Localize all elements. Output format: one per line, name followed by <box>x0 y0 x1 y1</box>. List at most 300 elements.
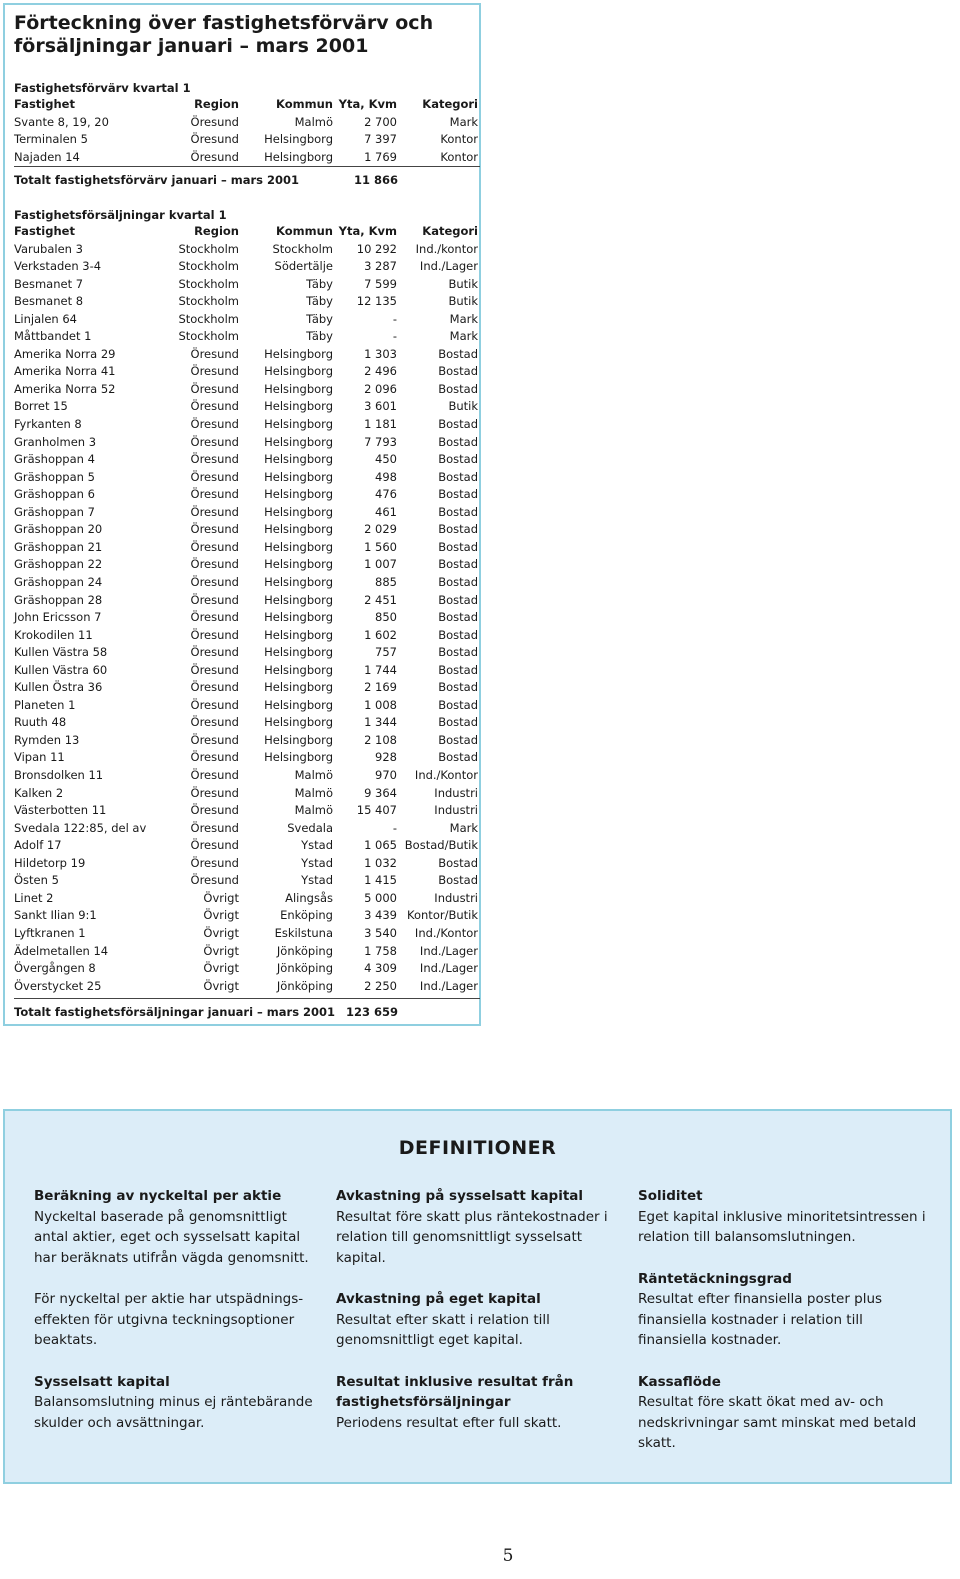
cell-kategori: Bostad <box>438 750 478 765</box>
cell-region: Öresund <box>190 504 239 519</box>
cell-kategori: Bostad <box>438 697 478 712</box>
table-row <box>14 855 479 873</box>
cell-fastighet: Najaden 14 <box>14 149 80 164</box>
table-row <box>14 276 479 294</box>
cell-fastighet: Ädelmetallen 14 <box>14 943 109 958</box>
cell-yta: 1 008 <box>364 697 397 712</box>
cell-region: Öresund <box>190 662 239 677</box>
cell-kommun: Helsingborg <box>264 149 333 164</box>
cell-kommun: Helsingborg <box>264 132 333 147</box>
sales-total-label: Totalt fastighetsförsäljningar januari – mars 2001 <box>14 1005 336 1020</box>
definitions-column-2 <box>336 1186 626 1454</box>
cell-region: Övrigt <box>203 908 239 923</box>
cell-region: Stockholm <box>178 311 239 326</box>
cell-kommun: Malmö <box>294 803 333 818</box>
table-row <box>14 943 479 961</box>
cell-kategori: Bostad <box>438 452 478 467</box>
cell-yta: 1 181 <box>364 417 397 431</box>
cell-region: Öresund <box>190 750 239 765</box>
definition-heading: Avkastning på eget kapital <box>336 1291 541 1307</box>
cell-region: Öresund <box>190 149 239 164</box>
definition-item <box>638 1186 928 1248</box>
cell-kommun: Helsingborg <box>264 417 333 431</box>
cell-yta: 2 096 <box>364 381 397 396</box>
cell-kategori: Ind./Lager <box>419 961 478 976</box>
cell-fastighet: Amerika Norra 41 <box>14 364 116 379</box>
cell-region: Öresund <box>190 785 239 800</box>
cell-region: Öresund <box>190 855 239 870</box>
cell-kategori: Bostad <box>438 522 478 537</box>
cell-fastighet: Svedala 122:85, del av <box>14 820 147 835</box>
cell-fastighet: Amerika Norra 29 <box>14 346 116 361</box>
cell-yta: 9 364 <box>364 785 397 800</box>
cell-kategori: Bostad <box>438 504 478 519</box>
cell-kategori: Bostad <box>438 662 478 677</box>
cell-fastighet: John Ericsson 7 <box>14 610 102 625</box>
cell-kommun: Helsingborg <box>264 715 333 730</box>
cell-region: Öresund <box>190 114 239 129</box>
cell-yta: 1 415 <box>364 873 397 888</box>
cell-region: Öresund <box>190 715 239 730</box>
cell-kategori: Bostad <box>438 557 478 572</box>
sales-header-row <box>14 223 479 241</box>
cell-yta: 7 397 <box>364 132 397 147</box>
cell-region: Öresund <box>190 381 239 396</box>
cell-fastighet: Linet 2 <box>14 890 54 905</box>
cell-region: Öresund <box>190 592 239 607</box>
table-row <box>14 486 479 504</box>
cell-fastighet: Gräshoppan 20 <box>14 522 103 537</box>
cell-kategori: Ind./Lager <box>419 259 478 274</box>
cell-kategori: Mark <box>449 329 478 344</box>
cell-kategori: Ind./kontor <box>415 241 478 256</box>
cell-kategori: Bostad <box>438 574 478 589</box>
cell-fastighet: Bronsdolken 11 <box>14 768 104 782</box>
definition-text: Resultat före skatt ökat med av- och nedskrivningar samt minskat med betald skatt. <box>638 1394 917 1451</box>
cell-kommun: Helsingborg <box>264 504 333 519</box>
definition-text: Periodens resultat efter full skatt. <box>336 1414 562 1431</box>
acquisitions-section-title: Fastighetsförvärv kvartal 1 <box>14 81 191 95</box>
cell-kategori: Butik <box>448 276 478 291</box>
cell-kommun: Enköping <box>280 908 333 923</box>
cell-fastighet: Planeten 1 <box>14 697 76 712</box>
cell-yta: 2 700 <box>364 114 397 129</box>
cell-yta: 2 108 <box>364 732 397 747</box>
definition-heading: Avkastning på sysselsatt kapital <box>336 1188 584 1204</box>
acquisitions-header-row <box>14 96 479 114</box>
cell-region: Öresund <box>190 452 239 467</box>
cell-fastighet: Besmanet 8 <box>14 294 84 309</box>
cell-fastighet: Gräshoppan 6 <box>14 487 95 502</box>
cell-kommun: Ystad <box>301 855 333 870</box>
cell-region: Öresund <box>190 417 239 431</box>
sales-divider <box>14 998 480 999</box>
cell-fastighet: Vipan 11 <box>14 750 65 765</box>
cell-region: Öresund <box>190 522 239 537</box>
table-row <box>14 556 479 574</box>
cell-region: Öresund <box>190 399 239 414</box>
table-row <box>14 328 479 346</box>
cell-region: Övrigt <box>203 943 239 958</box>
cell-region: Öresund <box>190 697 239 712</box>
cell-kategori: Bostad <box>438 592 478 607</box>
cell-region: Öresund <box>190 820 239 835</box>
definition-heading: Sysselsatt kapital <box>34 1373 170 1390</box>
cell-yta: 3 439 <box>364 908 397 923</box>
cell-kommun: Helsingborg <box>264 399 333 414</box>
col-header-kommun: Kommun <box>276 224 333 238</box>
cell-kategori: Industri <box>434 890 478 905</box>
cell-kategori: Bostad <box>438 364 478 379</box>
cell-region: Övrigt <box>203 925 239 940</box>
cell-kommun: Helsingborg <box>264 557 333 572</box>
cell-region: Öresund <box>190 364 239 379</box>
cell-fastighet: Amerika Norra 52 <box>14 381 116 396</box>
table-row <box>14 504 479 522</box>
cell-fastighet: Kullen Västra 58 <box>14 645 108 660</box>
cell-kategori: Bostad/Butik <box>404 838 478 853</box>
definition-text: Resultat efter finansiella poster plus finansiella kostnader i relation till finansiella kostnader. <box>638 1291 883 1348</box>
cell-yta: 3 287 <box>364 259 397 274</box>
cell-region: Stockholm <box>178 294 239 309</box>
col-header-region: Region <box>194 224 239 238</box>
table-row <box>14 416 479 434</box>
cell-kommun: Svedala <box>287 820 333 835</box>
cell-kategori: Bostad <box>438 715 478 730</box>
cell-yta: 450 <box>375 452 397 467</box>
cell-yta: 928 <box>375 750 397 765</box>
cell-fastighet: Gräshoppan 4 <box>14 452 95 467</box>
cell-fastighet: Överstycket 25 <box>14 978 102 993</box>
col-header-fastighet: Fastighet <box>14 97 75 111</box>
cell-kommun: Täby <box>306 276 333 291</box>
definition-text: Nyckeltal baserade på genomsnittligt antal aktier, eget och sysselsatt kapital har beräknats utifrån vägda genomsnitt. <box>34 1208 309 1266</box>
cell-fastighet: Gräshoppan 22 <box>14 557 103 572</box>
cell-kommun: Helsingborg <box>264 750 333 765</box>
table-row <box>14 732 479 750</box>
cell-region: Öresund <box>190 557 239 572</box>
definition-heading: Kassaflöde <box>638 1373 721 1390</box>
cell-yta: 4 309 <box>364 961 397 976</box>
cell-region: Öresund <box>190 768 239 782</box>
sales-section-title: Fastighetsförsäljningar kvartal 1 <box>14 208 227 222</box>
table-row <box>14 925 479 943</box>
cell-kategori: Butik <box>448 294 478 309</box>
definition-item <box>34 1372 324 1434</box>
cell-region: Öresund <box>190 539 239 554</box>
table-row <box>14 960 479 978</box>
cell-yta: 2 250 <box>364 978 397 993</box>
table-row <box>14 241 479 259</box>
table-row <box>14 149 479 167</box>
definition-item <box>336 1289 626 1351</box>
cell-kategori: Ind./Lager <box>419 943 478 958</box>
cell-fastighet: Gräshoppan 7 <box>14 504 95 519</box>
col-header-kategori: Kategori <box>422 224 478 238</box>
col-header-region: Region <box>194 97 239 111</box>
cell-yta: 476 <box>375 487 397 502</box>
definition-text: Resultat efter skatt i relation till genomsnittligt eget kapital. <box>336 1311 550 1348</box>
cell-fastighet: Gräshoppan 21 <box>14 539 103 554</box>
cell-kategori: Bostad <box>438 873 478 888</box>
cell-fastighet: Kalken 2 <box>14 785 64 800</box>
cell-kategori: Ind./Lager <box>419 978 478 993</box>
cell-fastighet: Borret 15 <box>14 399 68 414</box>
definition-item <box>34 1186 324 1268</box>
cell-kategori: Mark <box>449 311 478 326</box>
cell-yta: 10 292 <box>356 241 397 256</box>
cell-fastighet: Verkstaden 3-4 <box>14 259 102 274</box>
cell-kategori: Kontor/Butik <box>407 908 478 923</box>
table-row <box>14 679 479 697</box>
table-row <box>14 749 479 767</box>
cell-kommun: Helsingborg <box>264 364 333 379</box>
cell-kommun: Helsingborg <box>264 680 333 695</box>
table-row <box>14 872 479 890</box>
cell-kommun: Jönköping <box>276 943 333 958</box>
cell-kommun: Helsingborg <box>264 452 333 467</box>
cell-kommun: Jönköping <box>276 978 333 993</box>
cell-fastighet: Varubalen 3 <box>14 241 83 256</box>
cell-kommun: Helsingborg <box>264 627 333 642</box>
cell-yta: 12 135 <box>356 294 397 309</box>
cell-kommun: Jönköping <box>276 961 333 976</box>
definition-text: Balansomslutning minus ej räntebärande skulder och avsättningar. <box>34 1394 313 1431</box>
cell-region: Öresund <box>190 469 239 484</box>
cell-kommun: Helsingborg <box>264 539 333 554</box>
cell-region: Stockholm <box>178 276 239 291</box>
title-line-1: Förteckning över fastighetsförvärv och <box>14 12 434 34</box>
cell-yta: 3 540 <box>364 925 397 940</box>
cell-kategori: Bostad <box>438 645 478 660</box>
table-row <box>14 293 479 311</box>
cell-fastighet: Ruuth 48 <box>14 715 67 730</box>
cell-yta: 498 <box>375 469 397 484</box>
cell-kommun: Helsingborg <box>264 574 333 589</box>
acquisitions-total-value: 11 866 <box>353 173 398 187</box>
definition-item <box>638 1269 928 1351</box>
cell-yta: 5 000 <box>364 890 397 905</box>
cell-yta: - <box>392 820 397 835</box>
cell-kommun: Helsingborg <box>264 522 333 537</box>
cell-fastighet: Västerbotten 11 <box>14 803 107 818</box>
definitions-box <box>3 1109 952 1484</box>
cell-kommun: Alingsås <box>285 890 333 905</box>
cell-yta: 461 <box>375 504 397 519</box>
cell-yta: 1 303 <box>364 346 397 361</box>
cell-kategori: Bostad <box>438 732 478 747</box>
cell-fastighet: Hildetorp 19 <box>14 855 86 870</box>
table-row <box>14 114 479 132</box>
cell-kategori: Butik <box>448 399 478 414</box>
table-row <box>14 644 479 662</box>
cell-yta: 3 601 <box>364 399 397 414</box>
cell-kategori: Bostad <box>438 434 478 449</box>
cell-kommun: Helsingborg <box>264 662 333 677</box>
definitions-column-1 <box>34 1186 324 1454</box>
table-row <box>14 907 479 925</box>
cell-kommun: Helsingborg <box>264 645 333 660</box>
cell-yta: 1 769 <box>364 149 397 164</box>
cell-kategori: Ind./Kontor <box>414 768 478 782</box>
cell-region: Öresund <box>190 803 239 818</box>
cell-kommun: Ystad <box>301 873 333 888</box>
page-title <box>14 12 433 58</box>
cell-kategori: Ind./Kontor <box>414 925 478 940</box>
cell-kategori: Bostad <box>438 855 478 870</box>
cell-region: Öresund <box>190 645 239 660</box>
table-row <box>14 767 479 785</box>
table-row <box>14 258 479 276</box>
cell-yta: 1 344 <box>364 715 397 730</box>
cell-yta: 2 496 <box>364 364 397 379</box>
cell-kommun: Helsingborg <box>264 732 333 747</box>
cell-yta: 1 758 <box>364 943 397 958</box>
table-row <box>14 785 479 803</box>
cell-yta: 1 560 <box>364 539 397 554</box>
cell-kategori: Bostad <box>438 487 478 502</box>
cell-fastighet: Granholmen 3 <box>14 434 97 449</box>
cell-kategori: Bostad <box>438 381 478 396</box>
definition-heading: Resultat inklusive resultat från fastighetsförsäljningar <box>336 1373 574 1410</box>
cell-kategori: Kontor <box>440 149 478 164</box>
table-row <box>14 837 479 855</box>
cell-yta: 1 032 <box>364 855 397 870</box>
cell-region: Stockholm <box>178 259 239 274</box>
cell-fastighet: Terminalen 5 <box>14 132 88 147</box>
cell-yta: 757 <box>375 645 397 660</box>
cell-fastighet: Övergången 8 <box>14 961 96 976</box>
cell-fastighet: Gräshoppan 5 <box>14 469 95 484</box>
cell-kommun: Ystad <box>301 838 333 853</box>
cell-yta: - <box>392 311 397 326</box>
table-row <box>14 521 479 539</box>
cell-yta: 7 599 <box>364 276 397 291</box>
cell-region: Öresund <box>190 838 239 853</box>
table-row <box>14 311 479 329</box>
table-row <box>14 346 479 364</box>
cell-fastighet: Adolf 17 <box>14 838 62 853</box>
cell-fastighet: Gräshoppan 28 <box>14 592 103 607</box>
definition-text: För nyckeltal per aktie har utspädnings-effekten för utgivna teckningsoptioner beaktats. <box>34 1291 304 1348</box>
cell-fastighet: Svante 8, 19, 20 <box>14 114 109 129</box>
cell-kategori: Bostad <box>438 417 478 431</box>
title-line-2: försäljningar januari – mars 2001 <box>14 35 369 57</box>
table-row <box>14 714 479 732</box>
table-row <box>14 697 479 715</box>
cell-region: Öresund <box>190 132 239 147</box>
cell-region: Öresund <box>190 434 239 449</box>
cell-kommun: Helsingborg <box>264 381 333 396</box>
cell-fastighet: Linjalen 64 <box>14 311 77 326</box>
cell-kategori: Industri <box>434 785 478 800</box>
cell-fastighet: Kullen Östra 36 <box>14 680 103 695</box>
cell-yta: 1 744 <box>364 662 397 677</box>
acquisitions-divider <box>14 166 480 167</box>
acquisitions-total-label: Totalt fastighetsförvärv januari – mars 2001 <box>14 173 300 187</box>
table-row <box>14 469 479 487</box>
definitions-title: DEFINITIONER <box>398 1137 557 1159</box>
table-row <box>14 609 479 627</box>
col-header-kommun: Kommun <box>276 97 333 111</box>
cell-fastighet: Rymden 13 <box>14 732 80 747</box>
cell-kommun: Täby <box>306 329 333 344</box>
col-header-fastighet: Fastighet <box>14 224 75 238</box>
cell-region: Stockholm <box>178 241 239 256</box>
cell-kommun: Helsingborg <box>264 697 333 712</box>
cell-fastighet: Östen 5 <box>14 873 59 888</box>
table-row <box>14 574 479 592</box>
definition-item <box>638 1372 928 1454</box>
definition-text: Resultat före skatt plus räntekostnader i relation till genomsnittligt sysselsatt kapital. <box>336 1208 608 1266</box>
cell-fastighet: Besmanet 7 <box>14 276 84 291</box>
cell-yta: 1 065 <box>364 838 397 853</box>
definition-text: Eget kapital inklusive minoritetsintressen i relation till balansomslutningen. <box>638 1208 926 1245</box>
cell-yta: 885 <box>375 574 397 589</box>
definition-heading: Beräkning av nyckeltal per aktie <box>34 1188 282 1204</box>
cell-region: Övrigt <box>203 978 239 993</box>
cell-region: Öresund <box>190 680 239 695</box>
table-row <box>14 802 479 820</box>
cell-yta: - <box>392 329 397 344</box>
definition-item <box>336 1186 626 1268</box>
cell-kategori: Kontor <box>440 132 478 147</box>
cell-kommun: Helsingborg <box>264 434 333 449</box>
cell-kommun: Malmö <box>294 768 333 782</box>
page-number: 5 <box>502 1546 514 1566</box>
definition-item <box>336 1372 626 1434</box>
cell-region: Öresund <box>190 487 239 502</box>
cell-kategori: Bostad <box>438 469 478 484</box>
cell-fastighet: Fyrkanten 8 <box>14 417 82 431</box>
cell-kategori: Bostad <box>438 610 478 625</box>
cell-kategori: Mark <box>449 114 478 129</box>
cell-yta: 2 169 <box>364 680 397 695</box>
cell-kommun: Malmö <box>294 785 333 800</box>
definition-heading: Räntetäckningsgrad <box>638 1270 792 1287</box>
cell-region: Öresund <box>190 627 239 642</box>
cell-fastighet: Lyftkranen 1 <box>14 925 86 940</box>
cell-kommun: Täby <box>306 294 333 309</box>
table-row <box>14 820 479 838</box>
cell-kategori: Mark <box>449 820 478 835</box>
cell-kommun: Helsingborg <box>264 469 333 484</box>
definition-item <box>34 1289 324 1351</box>
cell-yta: 7 793 <box>364 434 397 449</box>
cell-kommun: Stockholm <box>272 241 333 256</box>
definition-heading: Soliditet <box>638 1188 703 1204</box>
cell-region: Öresund <box>190 873 239 888</box>
table-row <box>14 131 479 149</box>
cell-region: Öresund <box>190 610 239 625</box>
cell-fastighet: Kullen Västra 60 <box>14 662 108 677</box>
cell-yta: 1 007 <box>364 557 397 572</box>
table-row <box>14 398 479 416</box>
col-header-kategori: Kategori <box>422 97 478 111</box>
cell-region: Öresund <box>190 346 239 361</box>
sales-total-value: 123 659 <box>345 1005 398 1020</box>
cell-kategori: Bostad <box>438 627 478 642</box>
cell-fastighet: Sankt Ilian 9:1 <box>14 908 97 923</box>
cell-kommun: Helsingborg <box>264 487 333 502</box>
table-row <box>14 434 479 452</box>
cell-fastighet: Gräshoppan 24 <box>14 574 103 589</box>
cell-yta: 2 451 <box>364 592 397 607</box>
col-header-yta: Yta, Kvm <box>338 97 397 111</box>
cell-kommun: Eskilstuna <box>274 925 333 940</box>
table-row <box>14 363 479 381</box>
property-transactions-box <box>3 3 481 1026</box>
